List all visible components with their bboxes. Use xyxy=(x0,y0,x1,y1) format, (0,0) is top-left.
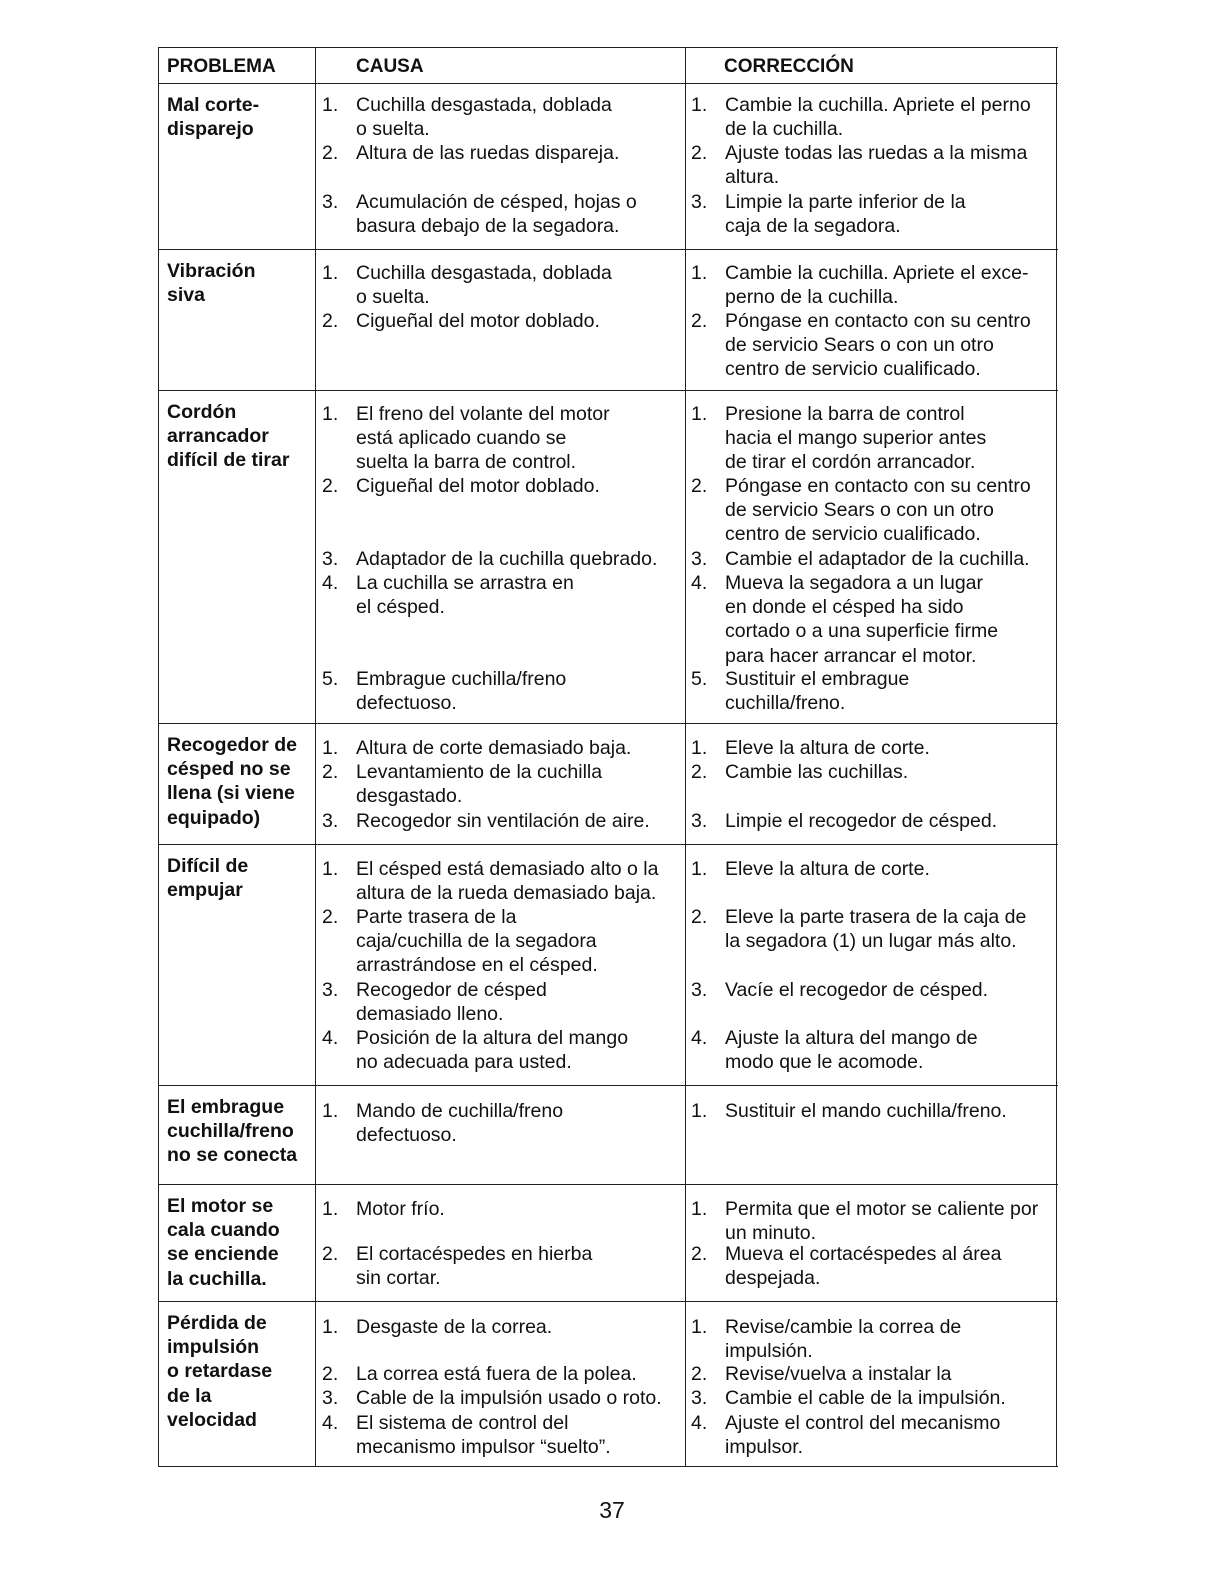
item-number: 2. xyxy=(691,761,708,783)
item-line: Revise/vuelva a instalar la xyxy=(725,1363,952,1385)
item-text xyxy=(725,1315,961,1363)
header-problema: PROBLEMA xyxy=(167,56,276,77)
item-text xyxy=(356,1099,563,1147)
item-text xyxy=(725,1242,1001,1290)
item-number: 4. xyxy=(691,1027,708,1049)
item-line: demasiado lleno. xyxy=(356,1003,504,1026)
problem-label xyxy=(167,1095,297,1168)
header-causa: CAUSA xyxy=(356,56,424,77)
item-text xyxy=(725,474,1031,547)
item-number: 4. xyxy=(322,572,339,594)
item-number: 3. xyxy=(322,979,339,1001)
item-line: defectuoso. xyxy=(356,692,457,715)
item-line: Vacíe el recogedor de césped. xyxy=(725,979,989,1001)
problem-line: la cuchilla. xyxy=(167,1267,267,1290)
item-line: basura debajo de la segadora. xyxy=(356,215,620,238)
row-divider xyxy=(158,83,1058,84)
item-text xyxy=(725,547,1030,571)
item-text xyxy=(356,309,600,333)
item-text xyxy=(725,93,1031,141)
item-text xyxy=(725,760,908,784)
item-text xyxy=(356,1026,628,1074)
problem-line: se enciende xyxy=(167,1243,279,1266)
item-text xyxy=(725,905,1026,953)
item-line: Cambie el cable de la impulsión. xyxy=(725,1387,1006,1409)
item-number: 1. xyxy=(322,1198,339,1220)
item-line: El sistema de control del xyxy=(356,1412,569,1434)
item-number: 2. xyxy=(691,906,708,928)
header-correccion: CORRECCIÓN xyxy=(724,56,854,77)
problem-label xyxy=(167,93,259,141)
item-number: 2. xyxy=(322,1363,339,1385)
item-text xyxy=(725,809,997,833)
item-line: hacia el mango superior antes xyxy=(725,427,987,450)
item-number: 1. xyxy=(691,1316,708,1338)
item-line: Permita que el motor se caliente por xyxy=(725,1198,1039,1220)
item-line: está aplicado cuando se xyxy=(356,427,567,450)
item-line: La cuchilla se arrastra en xyxy=(356,572,574,594)
item-text xyxy=(725,1197,1038,1245)
item-number: 2. xyxy=(322,906,339,928)
item-line: impulsor. xyxy=(725,1436,804,1459)
item-text xyxy=(356,1197,445,1221)
problem-label xyxy=(167,854,248,902)
problem-line: cuchilla/freno xyxy=(167,1120,294,1143)
item-line: El freno del volante del motor xyxy=(356,403,610,425)
item-number: 4. xyxy=(322,1027,339,1049)
item-line: Limpie la parte inferior de la xyxy=(725,191,966,213)
item-text xyxy=(725,1411,1000,1459)
item-number: 1. xyxy=(691,1198,708,1220)
row-divider xyxy=(158,1301,1058,1302)
item-number: 2. xyxy=(691,475,708,497)
item-line: Sustituir el embrague xyxy=(725,668,910,690)
item-line: de tirar el cordón arrancador. xyxy=(725,451,976,474)
item-text xyxy=(356,1411,611,1459)
problem-line: disparejo xyxy=(167,118,254,141)
item-line: Mueva la segadora a un lugar xyxy=(725,572,984,594)
item-number: 4. xyxy=(691,1412,708,1434)
item-number: 2. xyxy=(691,310,708,332)
item-text xyxy=(725,1099,1007,1123)
row-divider xyxy=(158,1085,1058,1086)
item-text xyxy=(356,1386,662,1410)
item-line: cortado o a una superficie firme xyxy=(725,620,999,643)
problem-line: El embrague xyxy=(167,1096,285,1118)
item-line: Levantamiento de la cuchilla xyxy=(356,761,603,783)
column-divider xyxy=(685,47,686,1467)
item-number: 5. xyxy=(322,668,339,690)
problem-line: siva xyxy=(167,284,205,307)
item-line: o suelta. xyxy=(356,118,430,141)
item-text xyxy=(725,402,986,475)
problem-line: equipado) xyxy=(167,806,261,829)
item-line: sin cortar. xyxy=(356,1267,441,1290)
item-line: El cortacéspedes en hierba xyxy=(356,1243,593,1265)
problem-line: no se conecta xyxy=(167,1144,298,1167)
item-number: 1. xyxy=(691,403,708,425)
item-line: Eleve la parte trasera de la caja de xyxy=(725,906,1027,928)
column-divider xyxy=(315,47,316,1467)
item-text xyxy=(356,1242,592,1290)
problem-line: césped no se xyxy=(167,758,291,781)
item-line: Póngase en contacto con su centro xyxy=(725,310,1031,332)
item-line: El césped está demasiado alto o la xyxy=(356,858,659,880)
item-number: 1. xyxy=(691,858,708,880)
item-number: 2. xyxy=(322,1243,339,1265)
item-text xyxy=(725,857,930,881)
item-number: 2. xyxy=(691,142,708,164)
item-line: un minuto. xyxy=(725,1222,817,1245)
item-number: 2. xyxy=(322,142,339,164)
problem-line: El motor se xyxy=(167,1195,274,1217)
item-line: Eleve la altura de corte. xyxy=(725,858,930,880)
item-number: 1. xyxy=(691,262,708,284)
problem-line: Pérdida de xyxy=(167,1312,267,1334)
item-line: la segadora (1) un lugar más alto. xyxy=(725,930,1017,953)
problem-label xyxy=(167,1311,272,1432)
item-text xyxy=(356,547,657,571)
item-number: 1. xyxy=(322,858,339,880)
item-line: La correa está fuera de la polea. xyxy=(356,1363,637,1385)
item-text xyxy=(356,857,658,905)
problem-label xyxy=(167,733,297,830)
item-line: Mando de cuchilla/freno xyxy=(356,1100,564,1122)
item-text xyxy=(356,571,574,619)
item-text xyxy=(725,309,1031,382)
item-line: Motor frío. xyxy=(356,1198,445,1220)
row-divider xyxy=(158,1466,1058,1467)
item-text xyxy=(725,667,909,715)
item-number: 1. xyxy=(691,94,708,116)
item-text xyxy=(725,1026,978,1074)
item-line: Cambie el adaptador de la cuchilla. xyxy=(725,548,1030,570)
item-number: 4. xyxy=(691,572,708,594)
item-line: Eleve la altura de corte. xyxy=(725,737,930,759)
item-text xyxy=(356,402,610,475)
item-text xyxy=(356,760,602,808)
problem-line: cala cuando xyxy=(167,1219,280,1242)
item-text xyxy=(356,474,600,498)
item-number: 1. xyxy=(322,737,339,759)
item-number: 3. xyxy=(691,979,708,1001)
item-line: impulsión. xyxy=(725,1340,813,1363)
item-line: Sustituir el mando cuchilla/freno. xyxy=(725,1100,1007,1122)
problem-label xyxy=(167,1194,280,1291)
problem-line: Difícil de xyxy=(167,855,249,877)
row-divider xyxy=(158,390,1058,391)
problem-line: Vibración xyxy=(167,260,256,282)
item-line: Embrague cuchilla/freno xyxy=(356,668,567,690)
item-line: cuchilla/freno. xyxy=(725,692,846,715)
item-number: 5. xyxy=(691,668,708,690)
item-number: 4. xyxy=(322,1412,339,1434)
item-text xyxy=(725,190,966,238)
problem-line: difícil de tirar xyxy=(167,449,290,472)
item-line: para hacer arrancar el motor. xyxy=(725,644,977,667)
item-line: o suelta. xyxy=(356,286,430,309)
item-line: Cigueñal del motor doblado. xyxy=(356,475,600,497)
item-text xyxy=(356,190,637,238)
item-line: no adecuada para usted. xyxy=(356,1051,572,1074)
item-line: Cuchilla desgastada, doblada xyxy=(356,262,612,284)
item-line: Cigueñal del motor doblado. xyxy=(356,310,600,332)
item-line: Desgaste de la correa. xyxy=(356,1316,553,1338)
item-line: caja/cuchilla de la segadora xyxy=(356,930,597,953)
item-line: Parte trasera de la xyxy=(356,906,517,928)
item-number: 1. xyxy=(691,1100,708,1122)
problem-label xyxy=(167,259,256,307)
item-line: despejada. xyxy=(725,1267,821,1290)
item-line: caja de la segadora. xyxy=(725,215,901,238)
item-line: Limpie el recogedor de césped. xyxy=(725,810,998,832)
item-line: altura de la rueda demasiado baja. xyxy=(356,882,657,905)
row-divider xyxy=(158,1184,1058,1185)
item-line: Cambie las cuchillas. xyxy=(725,761,909,783)
item-line: Mueva el cortacéspedes al área xyxy=(725,1243,1002,1265)
item-number: 2. xyxy=(691,1243,708,1265)
item-line: altura. xyxy=(725,166,780,189)
item-text xyxy=(356,93,612,141)
item-text xyxy=(356,978,547,1026)
item-line: mecanismo impulsor “suelto”. xyxy=(356,1436,611,1459)
item-text xyxy=(356,1362,637,1386)
item-number: 1. xyxy=(691,737,708,759)
item-line: Cambie la cuchilla. Apriete el exce- xyxy=(725,262,1029,284)
item-number: 3. xyxy=(691,810,708,832)
item-line: desgastado. xyxy=(356,785,463,808)
column-divider xyxy=(158,47,159,1467)
item-number: 3. xyxy=(322,191,339,213)
item-number: 1. xyxy=(322,1316,339,1338)
item-line: el césped. xyxy=(356,596,445,619)
problem-line: o retardase xyxy=(167,1360,273,1383)
item-number: 3. xyxy=(691,191,708,213)
item-line: Cuchilla desgastada, doblada xyxy=(356,94,612,116)
item-text xyxy=(725,1386,1006,1410)
item-text xyxy=(356,141,619,165)
item-line: modo que le acomode. xyxy=(725,1051,924,1074)
item-line: Presione la barra de control xyxy=(725,403,965,425)
item-line: Adaptador de la cuchilla quebrado. xyxy=(356,548,658,570)
item-line: de la cuchilla. xyxy=(725,118,844,141)
item-line: defectuoso. xyxy=(356,1124,457,1147)
item-text xyxy=(356,261,612,309)
item-text xyxy=(725,141,1027,189)
item-line: centro de servicio cualificado. xyxy=(725,523,981,546)
item-number: 3. xyxy=(322,548,339,570)
item-line: suelta la barra de control. xyxy=(356,451,577,474)
item-number: 2. xyxy=(322,310,339,332)
item-number: 1. xyxy=(322,262,339,284)
item-number: 3. xyxy=(322,810,339,832)
item-text xyxy=(356,905,598,978)
item-number: 3. xyxy=(691,548,708,570)
item-line: Cable de la impulsión usado o roto. xyxy=(356,1387,662,1409)
item-line: arrastrándose en el césped. xyxy=(356,954,598,977)
problem-line: velocidad xyxy=(167,1408,257,1431)
item-line: en donde el césped ha sido xyxy=(725,596,964,619)
item-text xyxy=(725,978,988,1002)
page-number: 37 xyxy=(599,1497,625,1523)
item-text xyxy=(356,809,650,833)
item-number: 2. xyxy=(322,475,339,497)
row-divider xyxy=(158,249,1058,250)
row-divider xyxy=(158,723,1058,724)
problem-line: Recogedor de xyxy=(167,734,298,756)
item-number: 3. xyxy=(322,1387,339,1409)
problem-label xyxy=(167,400,289,473)
item-line: Ajuste todas las ruedas a la misma xyxy=(725,142,1028,164)
item-number: 2. xyxy=(322,761,339,783)
item-line: Recogedor sin ventilación de aire. xyxy=(356,810,650,832)
column-divider xyxy=(1056,47,1057,1467)
problem-line: empujar xyxy=(167,879,243,902)
item-text xyxy=(356,736,631,760)
item-text xyxy=(725,1362,952,1386)
item-line: Altura de corte demasiado baja. xyxy=(356,737,632,759)
item-text xyxy=(725,261,1028,309)
item-line: Revise/cambie la correa de xyxy=(725,1316,962,1338)
item-line: Posición de la altura del mango xyxy=(356,1027,629,1049)
item-number: 1. xyxy=(322,403,339,425)
item-line: Póngase en contacto con su centro xyxy=(725,475,1031,497)
problem-line: Mal corte- xyxy=(167,94,260,116)
item-line: de servicio Sears o con un otro xyxy=(725,334,994,357)
item-number: 1. xyxy=(322,94,339,116)
item-line: Cambie la cuchilla. Apriete el perno xyxy=(725,94,1031,116)
item-line: de servicio Sears o con un otro xyxy=(725,499,994,522)
item-line: Ajuste la altura del mango de xyxy=(725,1027,978,1049)
item-line: Acumulación de césped, hojas o xyxy=(356,191,637,213)
item-number: 3. xyxy=(691,1387,708,1409)
problem-line: llena (si viene xyxy=(167,782,295,805)
problem-line: de la xyxy=(167,1384,212,1407)
problem-line: impulsión xyxy=(167,1336,260,1359)
row-divider xyxy=(158,844,1058,845)
row-divider xyxy=(158,47,1058,48)
item-line: Ajuste el control del mecanismo xyxy=(725,1412,1001,1434)
item-number: 2. xyxy=(691,1363,708,1385)
item-line: perno de la cuchilla. xyxy=(725,286,899,309)
item-line: centro de servicio cualificado. xyxy=(725,358,981,381)
problem-line: arrancador xyxy=(167,425,269,448)
item-text xyxy=(356,1315,552,1339)
item-text xyxy=(725,571,998,668)
item-line: Altura de las ruedas dispareja. xyxy=(356,142,620,164)
problem-line: Cordón xyxy=(167,401,237,423)
item-text xyxy=(356,667,566,715)
troubleshooting-table xyxy=(158,47,1058,1467)
item-text xyxy=(725,736,930,760)
item-line: Recogedor de césped xyxy=(356,979,547,1001)
item-number: 1. xyxy=(322,1100,339,1122)
